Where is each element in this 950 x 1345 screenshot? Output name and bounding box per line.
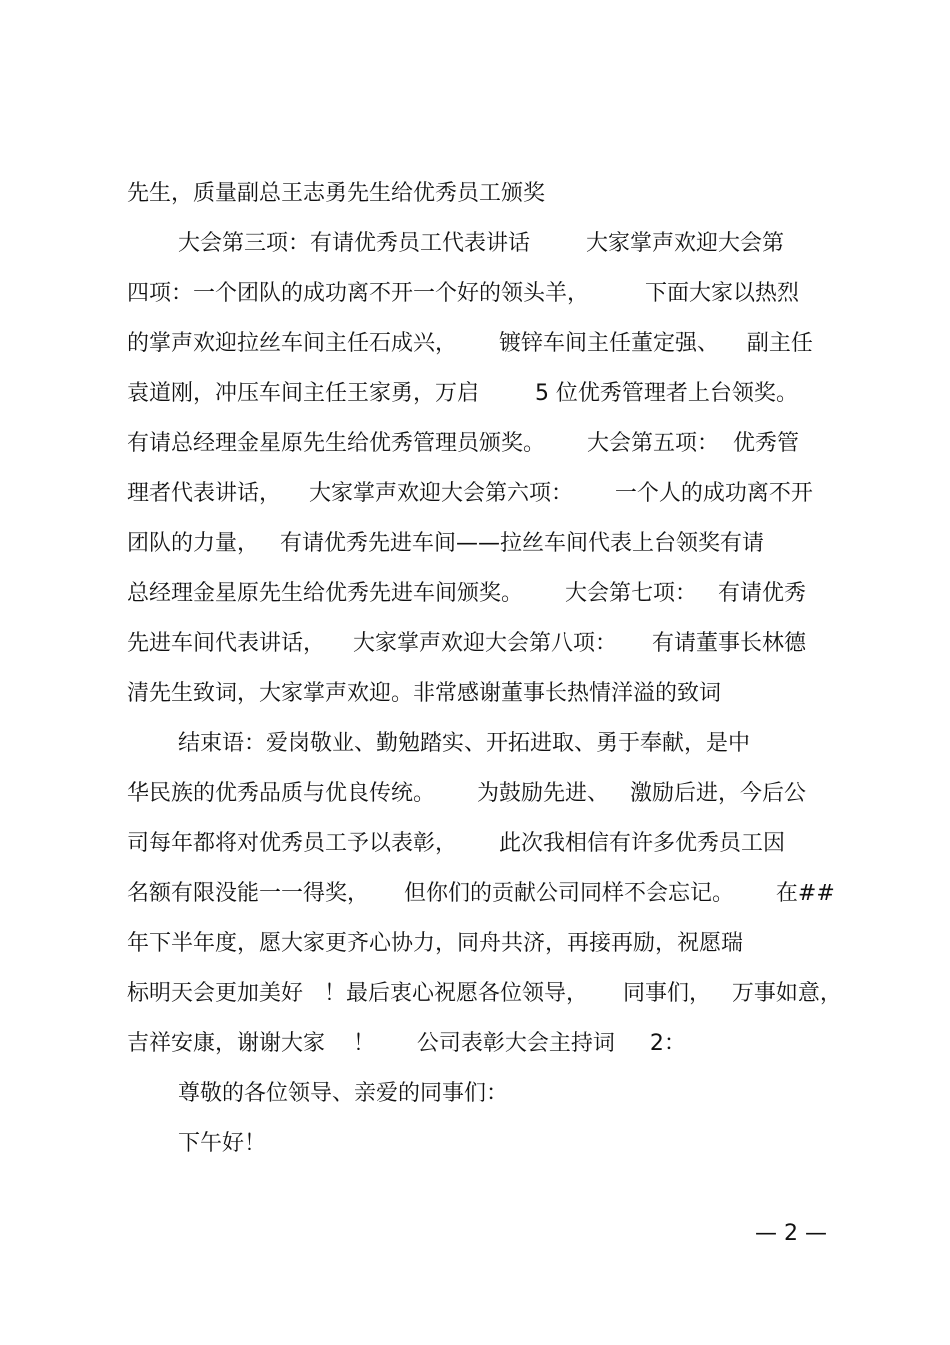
text-line: 总经理金星原先生给优秀先进车间颁奖。 大会第七项： 有请优秀	[127, 581, 806, 606]
text-line: 标明天会更加美好 ！最后衷心祝愿各位领导， 同事们， 万事如意，	[127, 981, 842, 1006]
text-line: 年下半年度，愿大家更齐心协力，同舟共济，再接再励，祝愿瑞	[127, 931, 744, 956]
text-line: 吉祥安康，谢谢大家 ！ 公司表彰大会主持词 2：	[127, 1031, 686, 1056]
text-line: 袁道刚，冲压车间主任王家勇，万启 5 位优秀管理者上台领奖。	[127, 381, 798, 406]
text-line: 团队的力量， 有请优秀先进车间——拉丝车间代表上台领奖有请	[127, 531, 764, 556]
text-line: 下午好！	[178, 1131, 267, 1156]
text-line: 有请总经理金星原先生给优秀管理员颁奖。 大会第五项： 优秀管	[127, 431, 799, 456]
text-line: 四项：一个团队的成功离不开一个好的领头羊， 下面大家以热烈	[127, 281, 799, 306]
text-line: 清先生致词，大家掌声欢迎。非常感谢董事长热情洋溢的致词	[127, 681, 722, 706]
text-line: 结束语：爱岗敬业、勤勉踏实、开拓进取、勇于奉献，是中	[178, 731, 751, 756]
text-line: 大会第三项：有请优秀员工代表讲话 大家掌声欢迎大会第	[178, 231, 784, 256]
text-line: 理者代表讲话， 大家掌声欢迎大会第六项： 一个人的成功离不开	[127, 481, 813, 506]
text-line: 司每年都将对优秀员工予以表彰， 此次我相信有许多优秀员工因	[127, 831, 785, 856]
page-number: — 2 —	[755, 1221, 827, 1246]
text-line: 先进车间代表讲话， 大家掌声欢迎大会第八项： 有请董事长林德	[127, 631, 806, 656]
text-line: 尊敬的各位领导、亲爱的同事们：	[178, 1081, 509, 1106]
text-line: 华民族的优秀品质与优良传统。 为鼓励先进、 激励后进，今后公	[127, 781, 806, 806]
text-line: 的掌声欢迎拉丝车间主任石成兴， 镀锌车间主任董定强、 副主任	[127, 331, 813, 356]
text-line: 先生，质量副总王志勇先生给优秀员工颁奖	[127, 181, 546, 206]
text-line: 名额有限没能一一得奖， 但你们的贡献公司同样不会忘记。 在##	[127, 881, 835, 906]
